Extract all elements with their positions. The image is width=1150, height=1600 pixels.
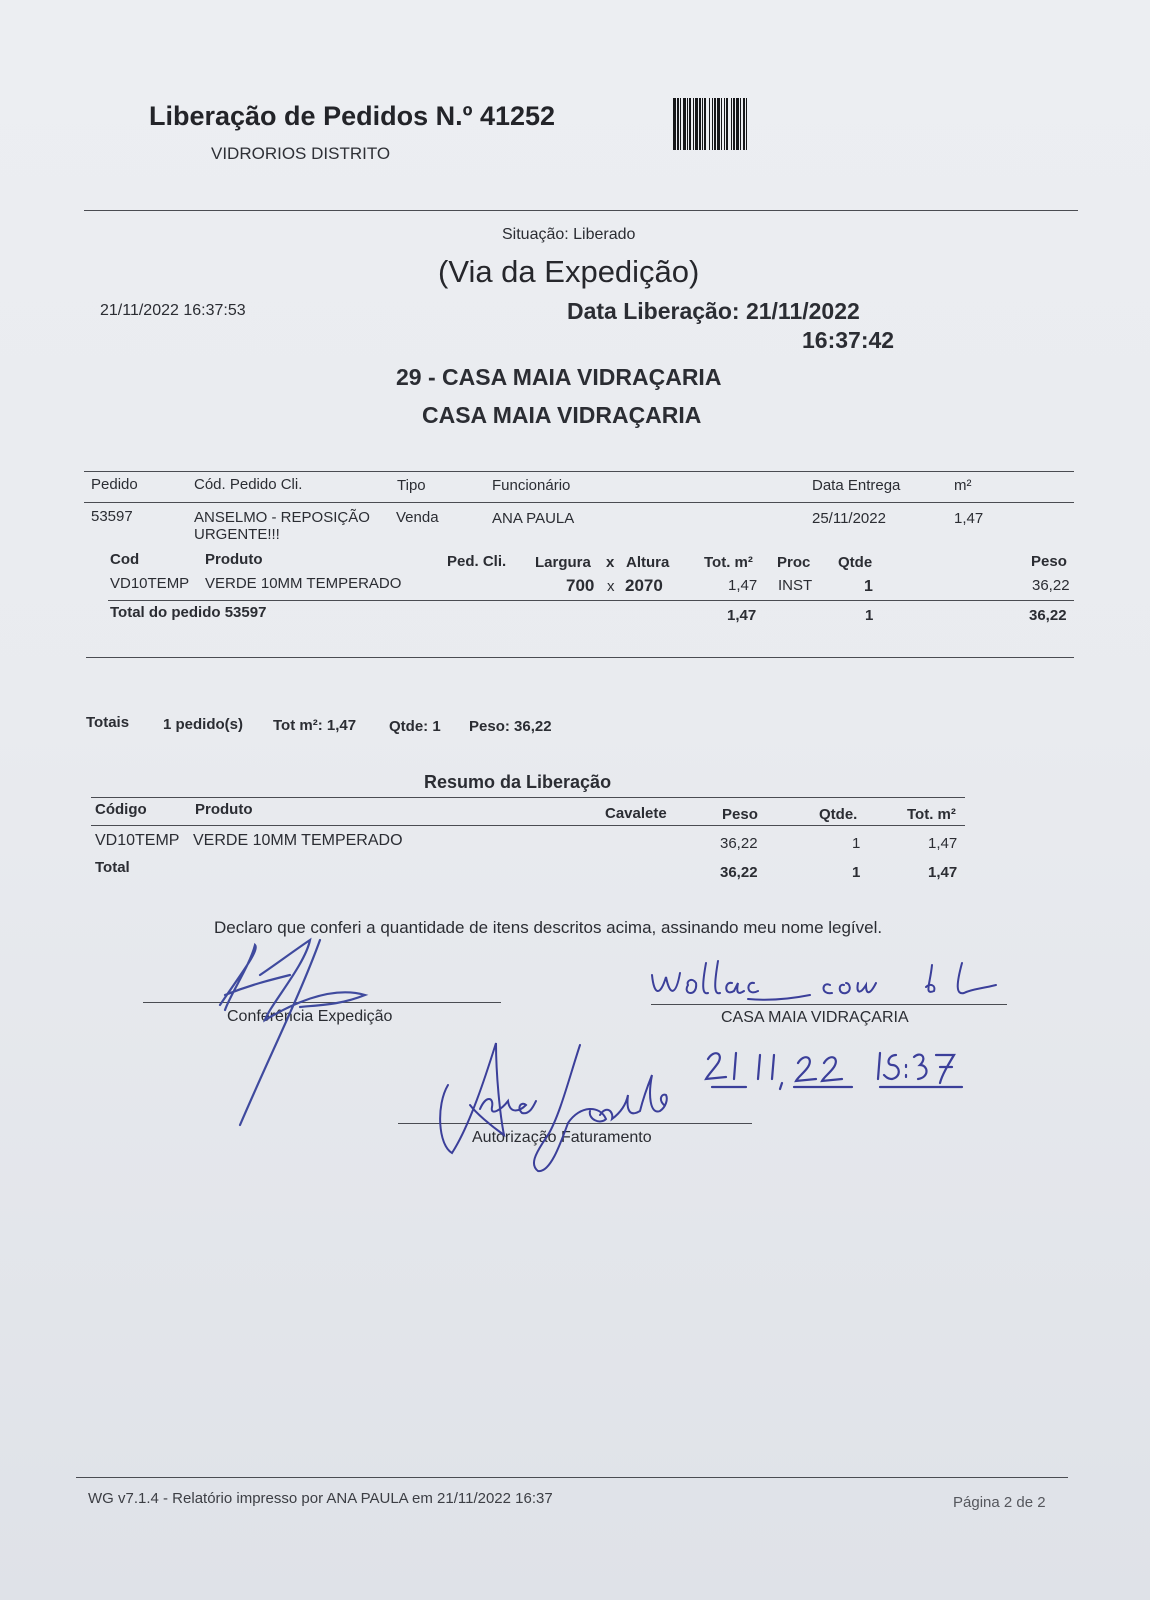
- totals-label: Totais: [86, 714, 130, 731]
- order-total-qtde: 1: [865, 607, 874, 624]
- item-cod-header: Cod: [110, 551, 140, 568]
- release-date: Data Liberação: 21/11/2022: [567, 298, 860, 324]
- autorizacao-label: Autorização Faturamento: [472, 1129, 652, 1146]
- col-m2-header: m²: [954, 477, 972, 494]
- delivery-date: 25/11/2022: [812, 510, 886, 527]
- autorizacao-signature-mark: [430, 1035, 690, 1175]
- item-altura-header: Altura: [626, 554, 670, 571]
- status-text: Situação: Liberado: [502, 226, 636, 243]
- item-produto-header: Produto: [205, 551, 263, 568]
- summary-title: Resumo da Liberação: [424, 772, 612, 792]
- order-total-peso: 36,22: [1029, 607, 1067, 624]
- summary-tot-m2-header: Tot. m²: [907, 806, 956, 823]
- header-divider: [84, 210, 1078, 211]
- printed-timestamp: 21/11/2022 16:37:53: [100, 302, 246, 319]
- col-pedido-header: Pedido: [91, 476, 138, 493]
- summary-total-label: Total: [95, 859, 130, 876]
- client-code-name: 29 - CASA MAIA VIDRAÇARIA: [396, 364, 722, 390]
- item-tot-m2: 1,47: [728, 577, 758, 594]
- summary-total-qtde: 1: [852, 864, 861, 881]
- order-total-label: Total do pedido 53597: [110, 604, 267, 621]
- footer-page-number: Página 2 de 2: [953, 1494, 1046, 1511]
- client-signature-label: CASA MAIA VIDRAÇARIA: [721, 1009, 909, 1026]
- item-tot-m2-header: Tot. m²: [704, 554, 753, 571]
- item-produto: VERDE 10MM TEMPERADO: [205, 575, 402, 592]
- item-x: x: [607, 578, 615, 595]
- footer-divider: [76, 1477, 1068, 1478]
- order-total-m2: 1,47: [727, 607, 757, 624]
- summary-codigo: VD10TEMP: [95, 832, 180, 849]
- summary-peso: 36,22: [720, 835, 758, 852]
- summary-total-m2: 1,47: [928, 864, 958, 881]
- item-largura-header: Largura: [535, 554, 591, 571]
- col-data-entrega-header: Data Entrega: [812, 477, 901, 494]
- barcode: [673, 98, 849, 150]
- summary-tot-m2: 1,47: [928, 835, 958, 852]
- summary-header-rule: [91, 825, 965, 826]
- summary-produto: VERDE 10MM TEMPERADO: [193, 832, 403, 849]
- order-total-rule: [108, 600, 1074, 601]
- client-order-code-line2: URGENTE!!!: [194, 526, 280, 543]
- company-name: VIDRORIOS DISTRITO: [211, 144, 391, 163]
- item-peso-header: Peso: [1031, 553, 1067, 570]
- order-table-header-rule: [84, 502, 1074, 503]
- via-title: (Via da Expedição): [438, 254, 700, 289]
- client-signature-mark: [640, 955, 1060, 1015]
- col-funcionario-header: Funcionário: [492, 477, 571, 494]
- totals-pedidos: 1 pedido(s): [163, 716, 244, 733]
- client-name: CASA MAIA VIDRAÇARIA: [422, 402, 702, 428]
- item-altura: 2070: [625, 576, 663, 595]
- order-number: 53597: [91, 508, 133, 525]
- totals-qtde: Qtde: 1: [389, 718, 441, 735]
- item-proc: INST: [778, 577, 813, 594]
- item-qtde: 1: [864, 578, 873, 595]
- totals-peso: Peso: 36,22: [469, 718, 552, 735]
- col-cod-pedido-cli-header: Cód. Pedido Cli.: [194, 476, 303, 493]
- footer-printed-by: WG v7.1.4 - Relatório impresso por ANA PAULA em 21/11/2022 16:37: [88, 1490, 553, 1507]
- summary-peso-header: Peso: [722, 806, 758, 823]
- summary-qtde-header: Qtde.: [819, 806, 858, 823]
- item-largura: 700: [566, 576, 595, 595]
- summary-produto-header: Produto: [195, 801, 253, 818]
- handwritten-date-mark: [700, 1045, 1000, 1095]
- totals-m2: Tot m²: 1,47: [273, 717, 357, 734]
- conferencia-signature-mark: [200, 935, 400, 1135]
- summary-top-rule: [91, 797, 965, 798]
- order-type: Venda: [396, 509, 439, 526]
- barcode-bar: [747, 98, 750, 150]
- summary-codigo-header: Código: [95, 801, 147, 818]
- item-proc-header: Proc: [777, 554, 811, 571]
- order-table-bottom-rule: [86, 657, 1074, 658]
- item-peso: 36,22: [1032, 577, 1070, 594]
- item-cod: VD10TEMP: [110, 575, 190, 592]
- item-x-header: x: [606, 554, 615, 571]
- order-table-top-rule: [84, 471, 1074, 472]
- summary-cavalete-header: Cavalete: [605, 805, 667, 822]
- order-employee: ANA PAULA: [492, 510, 575, 527]
- declaration-text: Declaro que conferi a quantidade de itens descritos acima, assinando meu nome legível.: [214, 918, 883, 937]
- client-order-code: ANSELMO - REPOSIÇÃO: [194, 509, 370, 526]
- item-qtde-header: Qtde: [838, 554, 873, 571]
- col-tipo-header: Tipo: [397, 477, 426, 494]
- item-ped-cli-header: Ped. Cli.: [447, 553, 507, 570]
- document-title: Liberação de Pedidos N.º 41252: [149, 101, 556, 131]
- release-time: 16:37:42: [802, 327, 895, 353]
- conferencia-label: Conferência Expedição: [227, 1008, 393, 1025]
- summary-qtde: 1: [852, 835, 861, 852]
- order-m2: 1,47: [954, 510, 984, 527]
- summary-total-peso: 36,22: [720, 864, 758, 881]
